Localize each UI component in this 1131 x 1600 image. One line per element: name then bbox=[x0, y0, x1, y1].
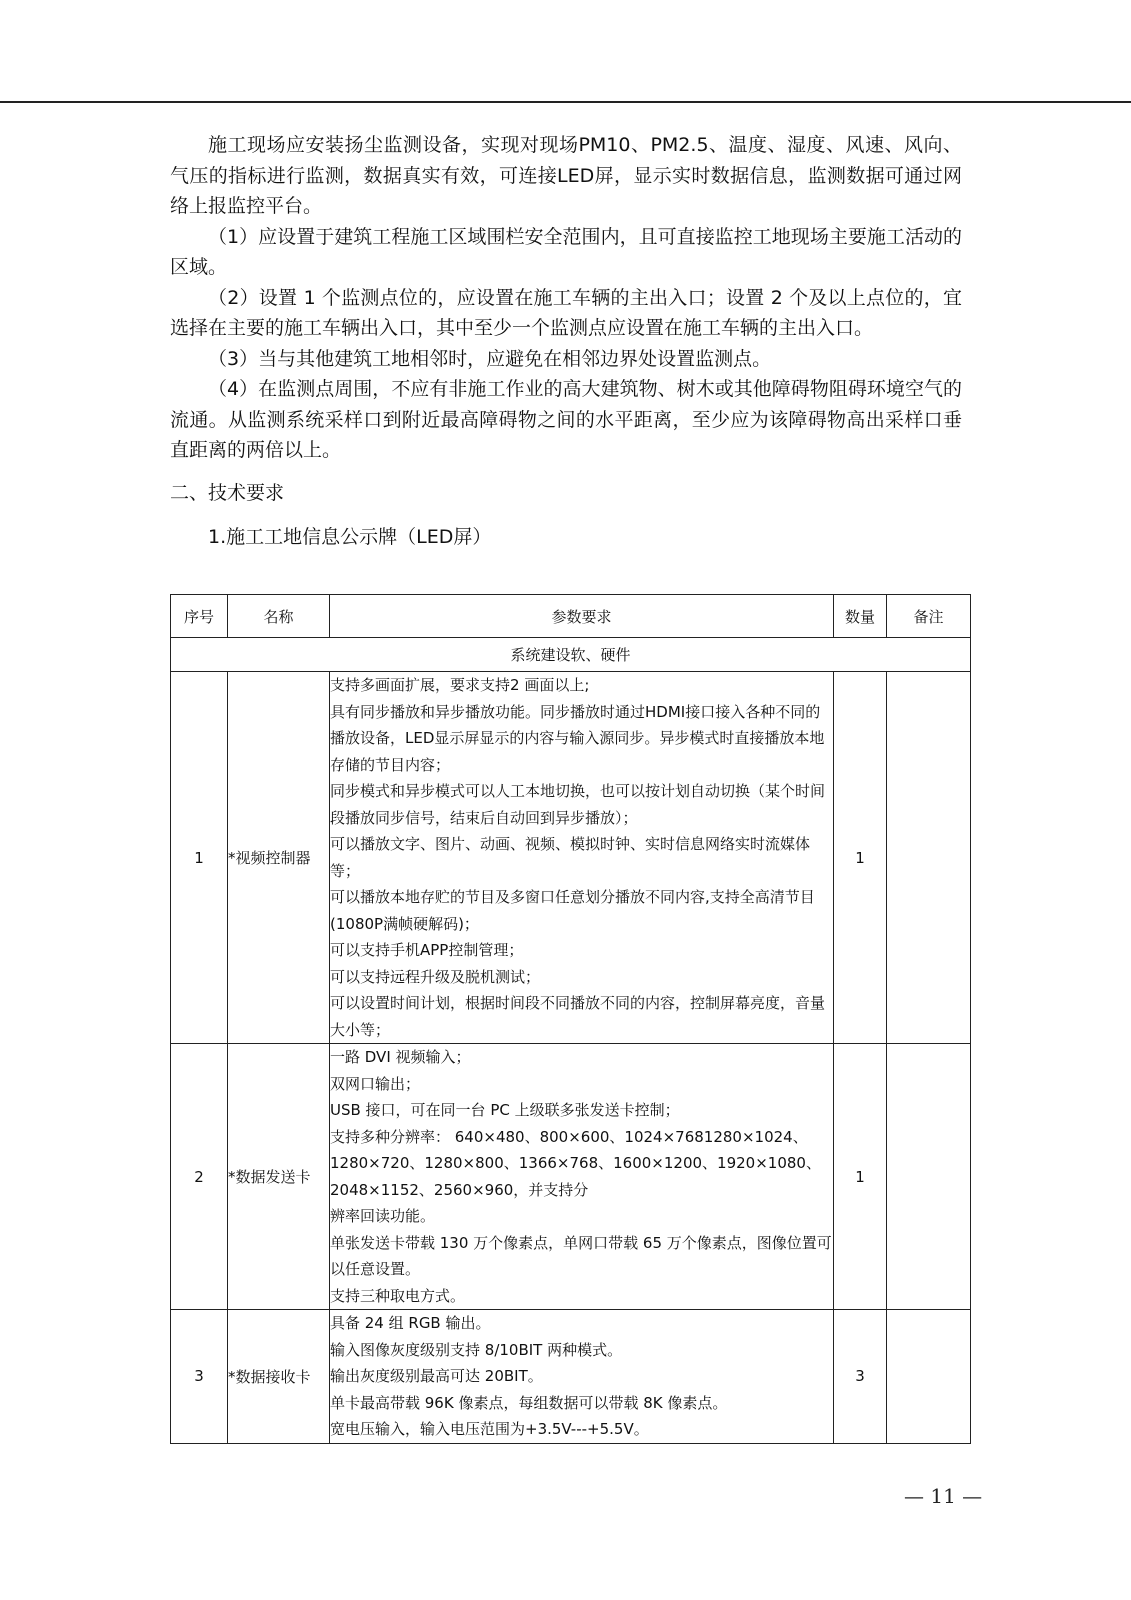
section-heading: 二、技术要求 bbox=[170, 481, 285, 504]
spec-table bbox=[170, 594, 971, 1444]
row-note bbox=[887, 1310, 971, 1444]
subsection-heading: 1.施工工地信息公示牌（LED屏） bbox=[208, 525, 492, 548]
param-line: 可以支持手机APP控制管理； bbox=[330, 941, 524, 959]
row-name: *视频控制器 bbox=[228, 672, 330, 1044]
row-qty: 3 bbox=[834, 1310, 887, 1444]
paragraph-item-4: （4）在监测点周围，不应有非施工作业的高大建筑物、树木或其他障碍物阻碍环境空气的流通。从监测系统采样口到附近最高障碍物之间的水平距离，至少应为该障碍物高出采样口垂直距离的两倍以上。 bbox=[170, 378, 962, 461]
group-label: 系统建设软、硬件 bbox=[171, 638, 971, 672]
paragraph-item-2: （2）设置 1 个监测点位的，应设置在施工车辆的主出入口；设置 2 个及以上点位的，宜选择在主要的施工车辆出入口，其中至少一个监测点应设置在施工车辆的主出入口。 bbox=[170, 286, 962, 339]
header-no: 序号 bbox=[171, 595, 228, 638]
row-note bbox=[887, 1044, 971, 1310]
param-line: 可以播放本地存贮的节目及多窗口任意划分播放不同内容,支持全高清节目(1080P满帧硬解码)； bbox=[330, 888, 815, 933]
param-line: 可以支持远程升级及脱机测试； bbox=[330, 967, 541, 986]
table-row bbox=[171, 1044, 971, 1310]
param-line: 输出灰度级别最高可达 20BIT。 bbox=[330, 1367, 543, 1385]
table-row bbox=[171, 1310, 971, 1444]
param-line: 一路 DVI 视频输入； bbox=[330, 1048, 471, 1066]
page-number: — 11 — bbox=[904, 1484, 983, 1508]
param-line: 支持多种分辨率： 640×480、800×600、1024×7681280×1024、1280×720、1280×800、1366×768、1600×1200、1920×1080、2048×1152、2560×960，并支持分 bbox=[330, 1127, 821, 1199]
row-no: 3 bbox=[171, 1310, 228, 1444]
row-qty: 1 bbox=[834, 1044, 887, 1310]
param-line: 同步模式和异步模式可以人工本地切换，也可以按计划自动切换（某个时间段播放同步信号，结束后自动回到异步播放）； bbox=[330, 782, 826, 827]
header-qty: 数量 bbox=[834, 595, 887, 638]
paragraph-intro: 施工现场应安装扬尘监测设备，实现对现场PM10、PM2.5、温度、湿度、风速、风向、气压的指标进行监测，数据真实有效，可连接LED屏，显示实时数据信息，监测数据可通过网络上报监控平台。 bbox=[170, 134, 962, 217]
table-group-row bbox=[171, 638, 971, 672]
param-line: 单卡最高带载 96K 像素点，每组数据可以带载 8K 像素点。 bbox=[330, 1393, 728, 1412]
body-text bbox=[170, 130, 962, 552]
row-name: *数据接收卡 bbox=[228, 1310, 330, 1444]
param-line: 具有同步播放和异步播放功能。同步播放时通过HDMI接口接入各种不同的播放设备，LED显示屏显示的内容与输入源同步。异步模式时直接播放本地存储的节目内容； bbox=[330, 702, 825, 774]
header-name: 名称 bbox=[228, 595, 330, 638]
paragraph-item-1: （1）应设置于建筑工程施工区域围栏安全范围内，且可直接监控工地现场主要施工活动的区域。 bbox=[170, 225, 962, 278]
param-line: USB 接口，可在同一台 PC 上级联多张发送卡控制； bbox=[330, 1101, 680, 1119]
paragraph-item-3: （3）当与其他建筑工地相邻时，应避免在相邻边界处设置监测点。 bbox=[208, 347, 772, 370]
param-line: 辨率回读功能。 bbox=[330, 1207, 436, 1225]
header-rule bbox=[0, 101, 1131, 103]
row-no: 1 bbox=[171, 672, 228, 1044]
param-line: 单张发送卡带载 130 万个像素点，单网口带载 65 万个像素点，图像位置可以任意设置。 bbox=[330, 1233, 832, 1278]
row-params bbox=[330, 1044, 834, 1310]
row-params bbox=[330, 672, 834, 1044]
param-line: 输入图像灰度级别支持 8/10BIT 两种模式。 bbox=[330, 1340, 623, 1359]
param-line: 可以设置时间计划，根据时间段不同播放不同的内容，控制屏幕亮度，音量大小等； bbox=[330, 994, 826, 1039]
param-line: 支持多画面扩展，要求支持2 画面以上; bbox=[330, 676, 590, 694]
param-line: 双网口输出； bbox=[330, 1074, 421, 1093]
header-params: 参数要求 bbox=[330, 595, 834, 638]
param-line: 可以播放文字、图片、动画、视频、模拟时钟、实时信息网络实时流媒体等； bbox=[330, 835, 811, 880]
header-note: 备注 bbox=[887, 595, 971, 638]
row-no: 2 bbox=[171, 1044, 228, 1310]
param-line: 宽电压输入，输入电压范围为+3.5V---+5.5V。 bbox=[330, 1420, 649, 1438]
table-header-row bbox=[171, 595, 971, 638]
param-line: 支持三种取电方式。 bbox=[330, 1286, 466, 1305]
param-line: 具备 24 组 RGB 输出。 bbox=[330, 1314, 491, 1332]
row-params bbox=[330, 1310, 834, 1444]
table-row bbox=[171, 672, 971, 1044]
row-note bbox=[887, 672, 971, 1044]
row-qty: 1 bbox=[834, 672, 887, 1044]
row-name: *数据发送卡 bbox=[228, 1044, 330, 1310]
